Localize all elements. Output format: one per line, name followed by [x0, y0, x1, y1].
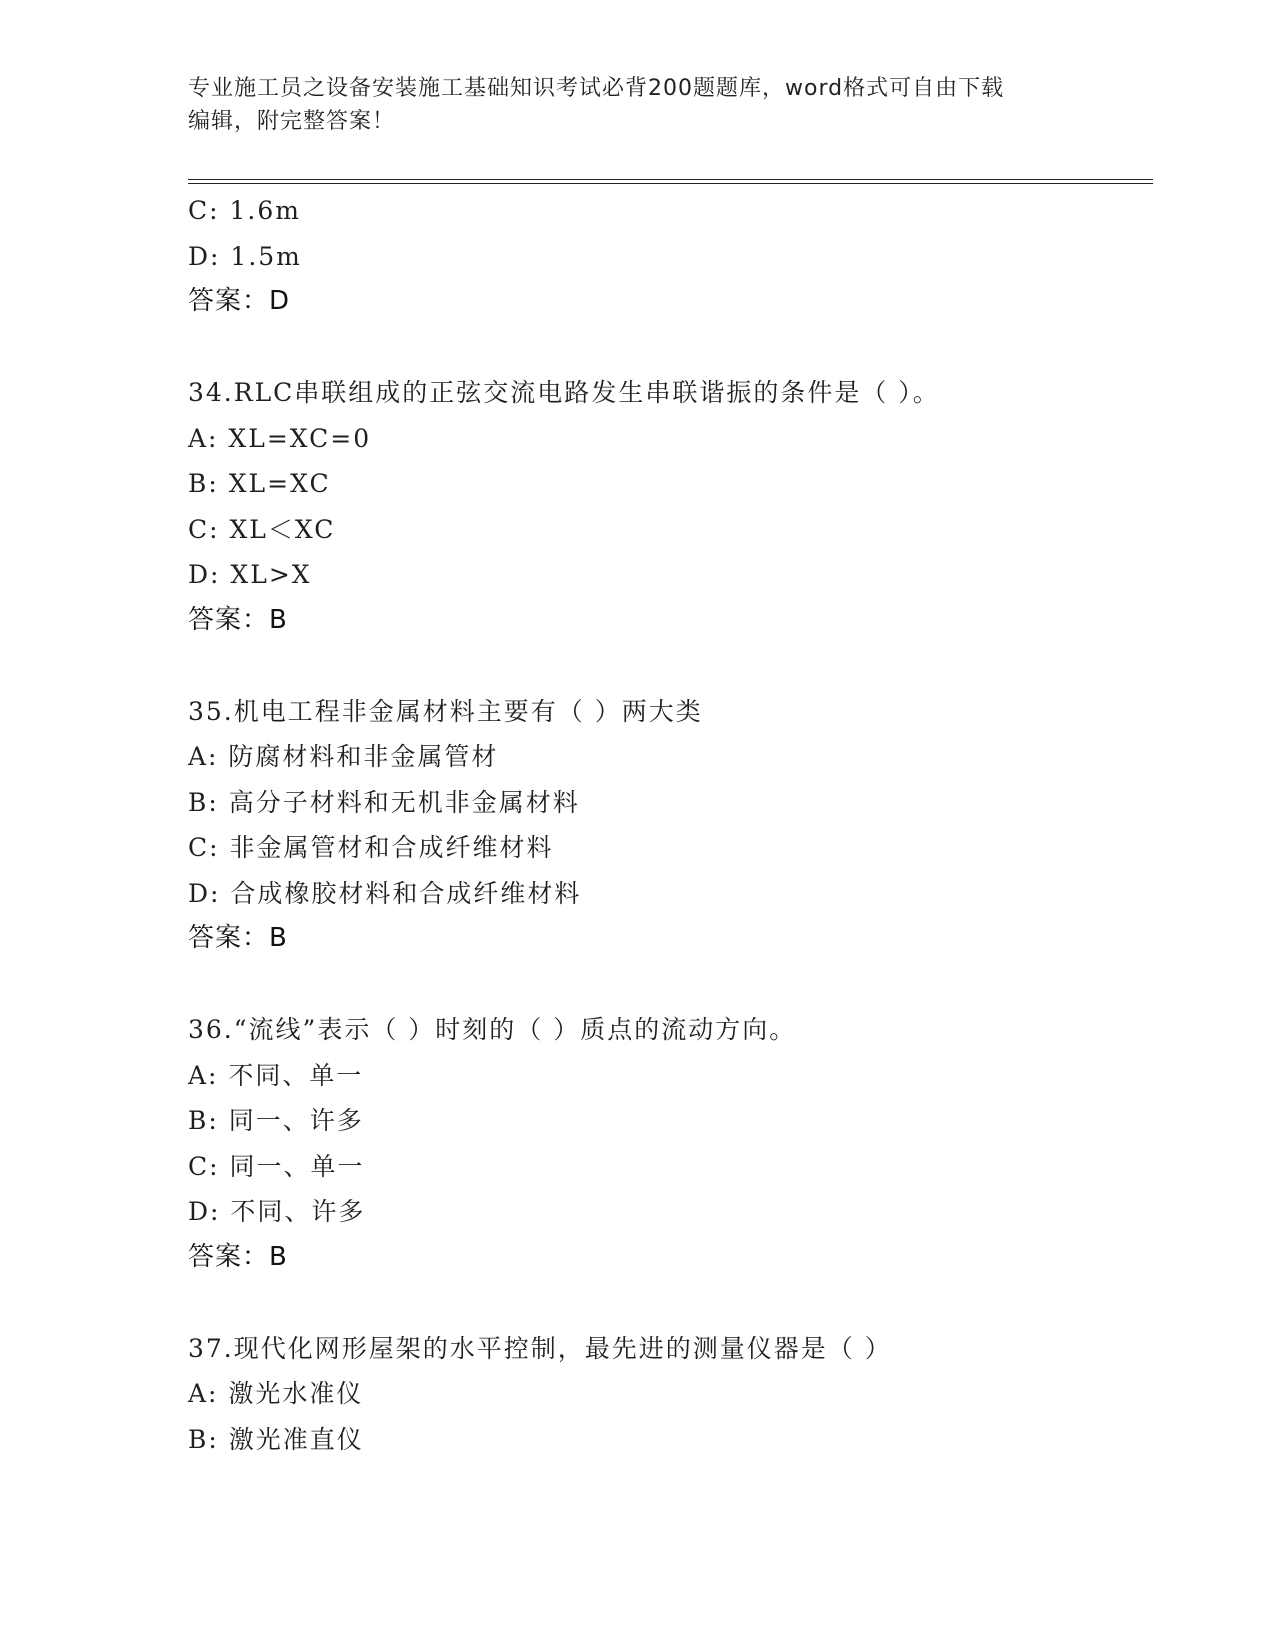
option-a: A: XL=XC=0 [188, 423, 372, 453]
option-a: A: 激光水准仪 [188, 1379, 364, 1408]
header-divider-bottom [188, 183, 1153, 184]
answer-text: 答案：D [188, 286, 291, 316]
option-c: C: 非金属管材和合成纤维材料 [188, 833, 554, 862]
question-text: 36.“流线”表示（ ）时刻的（ ）质点的流动方向。 [188, 1015, 797, 1044]
question-text: 35.机电工程非金属材料主要有（ ）两大类 [188, 696, 703, 726]
question-text: 34.RLC串联组成的正弦交流电路发生串联谐振的条件是（ ）。 [188, 378, 940, 407]
question-block-36 [188, 1007, 1153, 1280]
answer-text: 答案：B [188, 923, 288, 953]
header-title-line-2: 编辑，附完整答案！ [188, 109, 396, 134]
question-block-35 [188, 689, 1153, 962]
spacer [188, 643, 1153, 689]
question-block-33 [188, 188, 1153, 325]
question-list [188, 188, 1153, 1462]
answer-text: 答案：B [188, 604, 288, 635]
option-b: B: XL=XC [188, 469, 331, 498]
option-b: B: 激光准直仪 [188, 1424, 364, 1454]
option-d: D: 不同、许多 [188, 1197, 366, 1226]
question-block-37 [188, 1326, 1153, 1463]
option-a: A: 不同、单一 [188, 1060, 364, 1090]
option-d: D: XL>X [188, 560, 312, 589]
spacer [188, 1280, 1153, 1326]
question-text: 37.现代化网形屋架的水平控制，最先进的测量仪器是（ ） [188, 1333, 892, 1363]
header-divider-top [188, 179, 1153, 180]
option-a: A: 防腐材料和非金属管材 [188, 742, 499, 771]
answer-text: 答案：B [188, 1241, 288, 1272]
option-b: B: 高分子材料和无机非金属材料 [188, 787, 580, 817]
option-c: C: XL＜XC [188, 514, 336, 544]
spacer [188, 962, 1153, 1008]
header-title-line-1: 专业施工员之设备安装施工基础知识考试必背200题题库，word格式可自由下载 [188, 76, 1005, 101]
option-c: C: 同一、单一 [188, 1151, 365, 1181]
option-b: B: 同一、许多 [188, 1106, 364, 1135]
question-block-34 [188, 370, 1153, 643]
spacer [188, 325, 1153, 371]
document-header [188, 72, 1088, 138]
option-d: D: 1.5m [188, 241, 302, 271]
option-d: D: 合成橡胶材料和合成纤维材料 [188, 878, 582, 908]
option-c: C: 1.6m [188, 196, 301, 225]
